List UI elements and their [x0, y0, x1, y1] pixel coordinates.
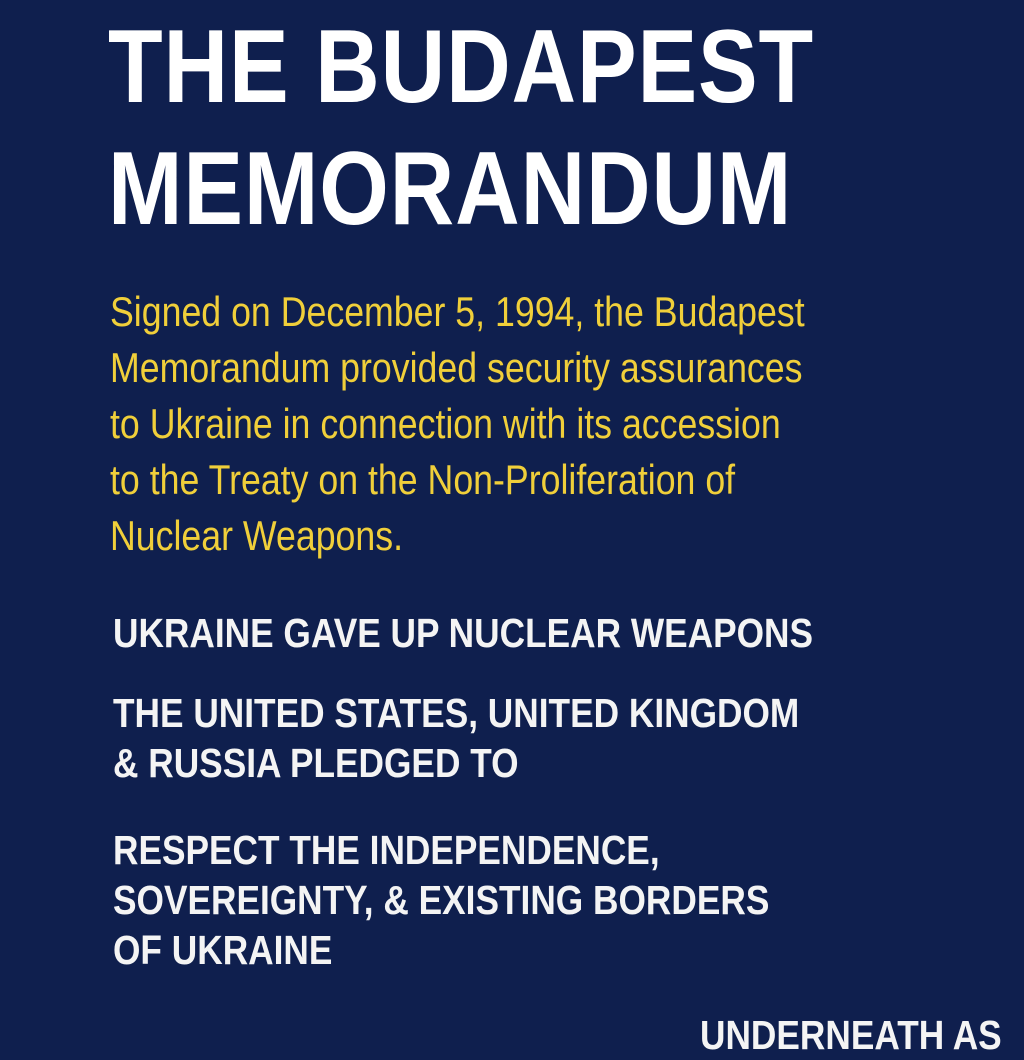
- intro-paragraph: [110, 284, 875, 564]
- cut-off-text: UNDERNEATH AS: [700, 1012, 1002, 1058]
- point-line: & RUSSIA PLEDGED TO: [113, 740, 519, 786]
- point-respect-borders: [113, 825, 769, 975]
- point-line: UKRAINE GAVE UP NUCLEAR WEAPONS: [113, 610, 814, 656]
- intro-line: to the Treaty on the Non-Proliferation of: [110, 456, 736, 503]
- point-line: RESPECT THE INDEPENDENCE,: [113, 827, 660, 873]
- intro-line: Memorandum provided security assurances: [110, 344, 803, 391]
- title-line: THE BUDAPEST: [108, 9, 815, 125]
- intro-line: Nuclear Weapons.: [110, 512, 404, 559]
- point-gave-up-weapons: [113, 608, 813, 658]
- page-title: [108, 6, 865, 250]
- point-line: OF UKRAINE: [113, 927, 333, 973]
- intro-line: Signed on December 5, 1994, the Budapest: [110, 288, 805, 335]
- point-pledge: [113, 688, 799, 788]
- title-line: MEMORANDUM: [108, 131, 793, 247]
- point-line: THE UNITED STATES, UNITED KINGDOM: [113, 690, 800, 736]
- point-line: SOVEREIGNTY, & EXISTING BORDERS: [113, 877, 770, 923]
- intro-line: to Ukraine in connection with its accession: [110, 400, 781, 447]
